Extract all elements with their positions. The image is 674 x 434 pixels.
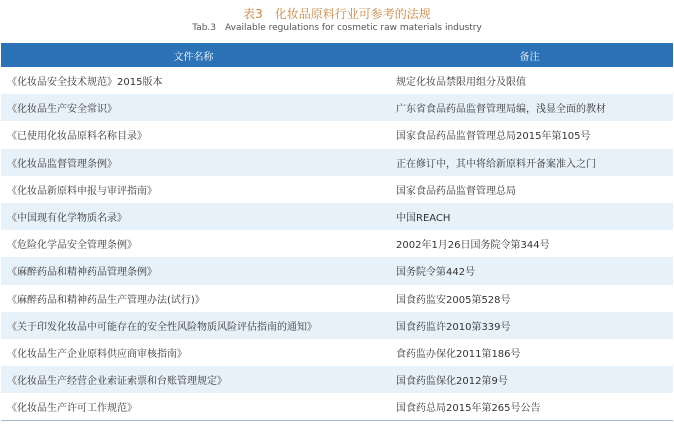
header-document-name: 文件名称 (1, 43, 386, 67)
table-row (1, 67, 673, 94)
table-row (1, 149, 673, 176)
document-name-cell: 《化妆品生产许可工作规范》 (1, 393, 386, 421)
document-name-cell: 《麻醉药品和精神药品生产管理办法(试行)》 (1, 285, 386, 312)
document-name-cell: 《麻醉药品和精神药品管理条例》 (1, 257, 386, 284)
table-row (1, 257, 673, 284)
table-row (1, 393, 673, 421)
remarks-cell: 国家食品药品监督管理总局 (386, 176, 673, 203)
remarks-cell: 中国REACH (386, 203, 673, 230)
document-name-cell: 《已使用化妆品原料名称目录》 (1, 121, 386, 148)
table-header-row (1, 43, 673, 67)
remarks-cell: 国家食品药品监督管理总局2015年第105号 (386, 121, 673, 148)
remarks-cell: 国食药监安2005第528号 (386, 285, 673, 312)
table-row (1, 203, 673, 230)
remarks-cell: 2002年1月26日国务院令第344号 (386, 230, 673, 257)
remarks-cell: 国食药总局2015年第265号公告 (386, 393, 673, 421)
table-row (1, 366, 673, 393)
table-row (1, 121, 673, 148)
remarks-cell: 规定化妆品禁限用组分及限值 (386, 67, 673, 94)
header-remarks: 备注 (386, 43, 673, 67)
document-name-cell: 《关于印发化妆品中可能存在的安全性风险物质风险评估指南的通知》 (1, 312, 386, 339)
document-name-cell: 《化妆品监督管理条例》 (1, 149, 386, 176)
document-name-cell: 《化妆品生产安全常识》 (1, 94, 386, 121)
table-row (1, 230, 673, 257)
table-row (1, 312, 673, 339)
document-name-cell: 《危险化学品安全管理条例》 (1, 230, 386, 257)
remarks-cell: 国食药监保化2012第9号 (386, 366, 673, 393)
table-row (1, 285, 673, 312)
table-caption (0, 6, 674, 34)
document-name-cell: 《化妆品安全技术规范》2015版本 (1, 67, 386, 94)
table-row (1, 339, 673, 366)
remarks-cell: 正在修订中，其中将给新原料开备案准入之门 (386, 149, 673, 176)
table-row (1, 176, 673, 203)
document-name-cell: 《化妆品生产企业原料供应商审核指南》 (1, 339, 386, 366)
regulations-table (1, 43, 673, 421)
remarks-cell: 广东省食品药品监督管理局编，浅显全面的教材 (386, 94, 673, 121)
remarks-cell: 国务院令第442号 (386, 257, 673, 284)
remarks-cell: 国食药监许2010第339号 (386, 312, 673, 339)
table-title-en: Tab.3 Available regulations for cosmetic raw materials industry (192, 23, 482, 33)
document-name-cell: 《化妆品新原料申报与审评指南》 (1, 176, 386, 203)
document-name-cell: 《化妆品生产经营企业索证索票和台账管理规定》 (1, 366, 386, 393)
document-name-cell: 《中国现有化学物质名录》 (1, 203, 386, 230)
table-row (1, 94, 673, 121)
remarks-cell: 食药监办保化2011第186号 (386, 339, 673, 366)
table-title-cn: 表3 化妆品原料行业可参考的法规 (243, 7, 431, 21)
